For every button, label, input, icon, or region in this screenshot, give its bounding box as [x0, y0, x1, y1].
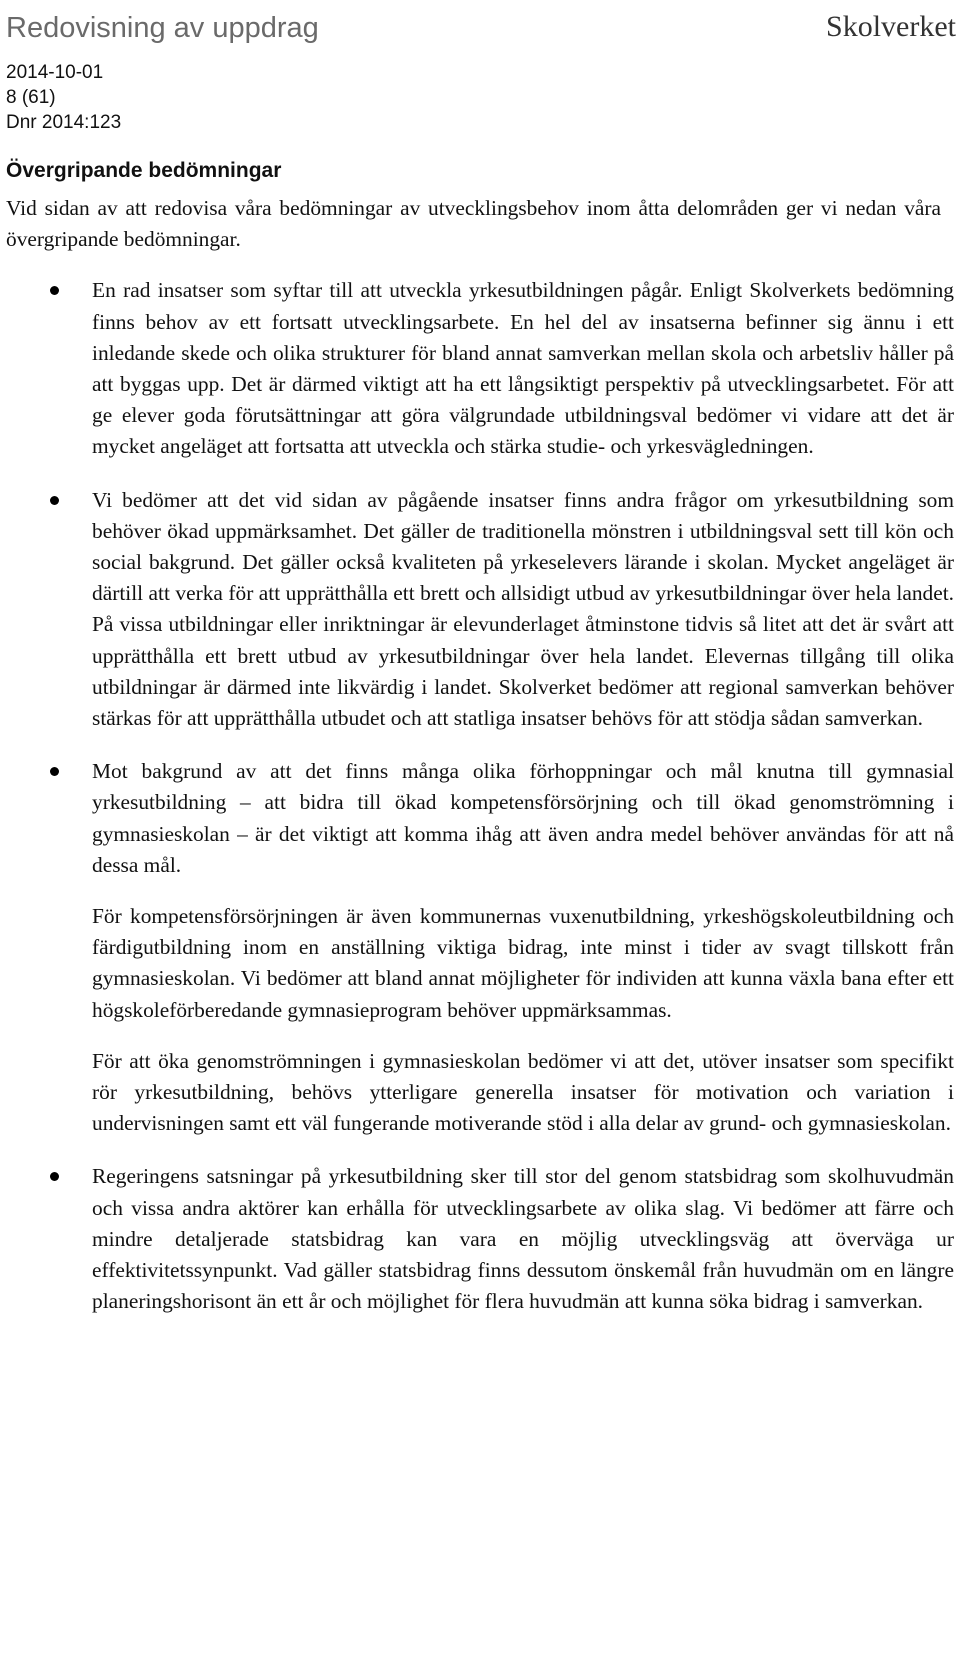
bullet-item: [6, 275, 954, 462]
bullet-icon: [50, 1172, 59, 1181]
section-heading: Övergripande bedömningar: [6, 159, 282, 182]
document-meta: [6, 60, 121, 135]
bullet-icon: [50, 286, 59, 295]
document-title: Redovisning av uppdrag: [6, 12, 319, 44]
bullet-paragraph: Regeringens satsningar på yrkesutbildning sker till stor del genom statsbidrag som skolhuvudmän och vissa andra aktörer kan erhålla för utvecklingsarbete av olika slag. Vi bedömer att färre och mindre detaljerade statsbidrag kan vara en möjlig utvecklingsväg att överväga ur effektivitetssynpunkt. Vad gäller statsbidrag finns dessutom önskemål från huvudmän om en längre planeringshorisont än ett år och möjlighet för flera huvudmän att kunna söka bidrag i samverkan.: [92, 1164, 954, 1314]
bullet-item: [6, 485, 954, 735]
page-number: 8 (61): [6, 87, 56, 108]
bullet-paragraph: För att öka genomströmningen i gymnasieskolan bedömer vi att det, utöver insatser som specifikt rör yrkesutbildning, behövs ytterligare generella insatser för motivation och variation i undervisningen samt ett väl fungerande motiverande stöd i alla delar av grund- och gymnasieskolan.: [92, 1048, 954, 1136]
bullet-item: [6, 756, 954, 1139]
bullet-icon: [50, 496, 59, 505]
assessment-list: [6, 275, 954, 1317]
bullet-paragraph: Mot bakgrund av att det finns många olika förhoppningar och mål knutna till gymnasial yrkesutbildning – att bidra till ökad kompetensförsörjning och till ökad genomströmning i gymnasieskolan – är det viktigt att komma ihåg att även andra medel behöver användas för att nå dessa mål.: [92, 759, 954, 877]
document-date: 2014-10-01: [6, 62, 104, 83]
registration-number: Dnr 2014:123: [6, 112, 122, 133]
organization-name: Skolverket: [826, 10, 956, 43]
intro-paragraph: Vid sidan av att redovisa våra bedömningar av utvecklingsbehov inom åtta delområden ger vi nedan våra övergripande bedömningar.: [6, 196, 941, 252]
bullet-item: [6, 1161, 954, 1317]
section-body: [6, 193, 954, 1340]
bullet-paragraph: För kompetensförsörjningen är även kommunernas vuxenutbildning, yrkeshögskoleutbildning och färdigutbildning inom en anställning viktiga bidrag, inte minst i tider av svagt tillskott från gymnasieskolan. Vi bedömer att bland annat möjligheter för individen att kunna växla bana efter ett högskoleförberedande gymnasieprogram behöver uppmärksammas.: [92, 904, 954, 1022]
bullet-icon: [50, 767, 59, 776]
bullet-paragraph: En rad insatser som syftar till att utveckla yrkesutbildningen pågår. Enligt Skolverkets bedömning finns behov av ett fortsatt utvecklingsarbete. En hel del av insatserna befinner sig ännu i ett inledande skede och olika strukturer för bland annat samverkan mellan skola och arbetsliv håller på att byggas upp. Det är därmed viktigt att ha ett långsiktigt perspektiv på utvecklingsarbetet. För att ge elever goda förutsättningar att göra välgrundade utbildningsval bedömer vi vidare att det är mycket angeläget att fortsatta att utveckla och stärka studie- och yrkesvägledningen.: [92, 278, 954, 459]
bullet-paragraph: Vi bedömer att det vid sidan av pågående insatser finns andra frågor om yrkesutbildning som behöver ökad uppmärksamhet. Det gäller de traditionella mönstren i utbildningsval sett till kön och social bakgrund. Det gäller också kvaliteten på yrkeselevers lärande i skolan. Mycket angeläget är därtill att verka för att upprätthålla ett brett och allsidigt utbud av yrkesutbildningar över hela landet. På vissa utbildningar eller inriktningar är elevunderlaget åtminstone tidvis så litet att det är svårt att upprätthålla ett brett utbud av yrkesutbildningar över hela landet. Elevernas tillgång till olika utbildningar är därmed inte likvärdig i landet. Skolverket bedömer att regional samverkan behöver stärkas för att upprätthålla utbudet och att statliga insatser behövs för att stödja sådan samverkan.: [92, 487, 954, 731]
